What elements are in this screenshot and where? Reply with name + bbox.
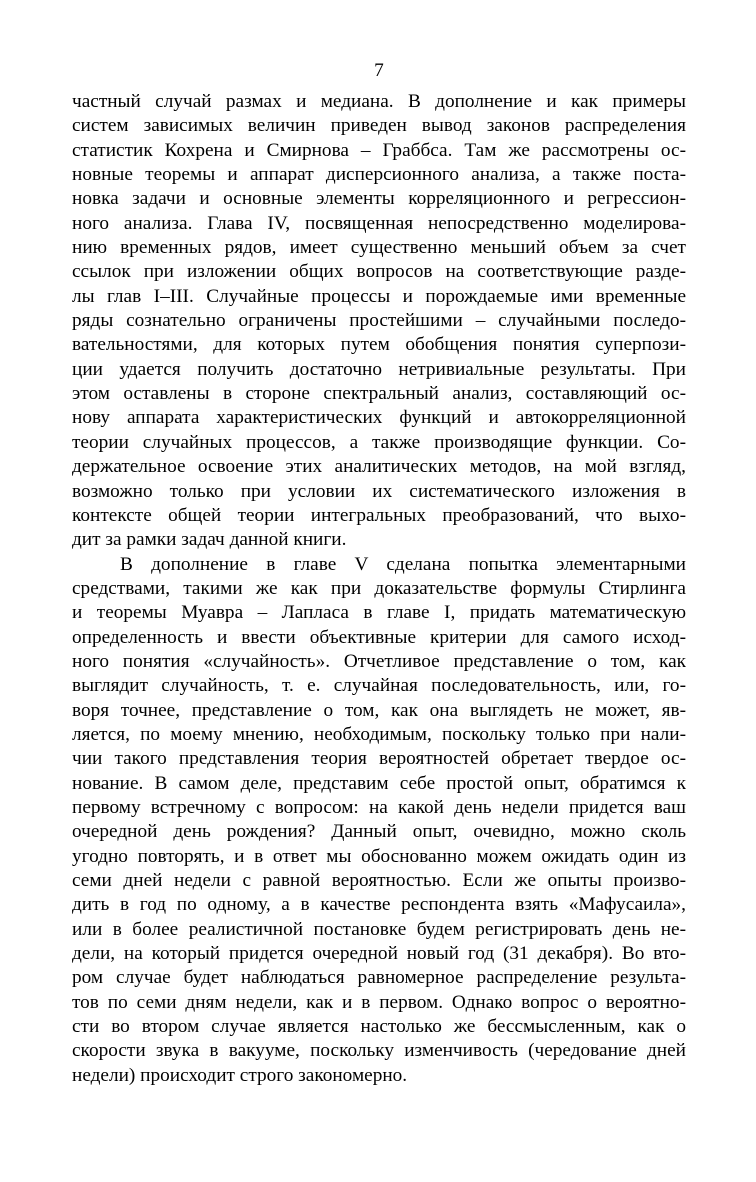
text-line: или в более реалистичной постановке будем регистрировать день не- — [72, 918, 686, 940]
paragraph-1 — [72, 90, 686, 553]
text-line: средствами, такими же как при доказательстве формулы Стирлинга — [72, 577, 686, 599]
text-line: этом оставлены в стороне спектральный анализ, составляющий ос- — [72, 383, 686, 405]
text-line: теории случайных процессов, а также производящие функции. Со- — [72, 431, 686, 453]
text-line: сти во втором случае является настолько же бессмысленным, как о — [72, 1016, 686, 1038]
text-line: ляется, по моему мнению, необходимым, поскольку только при нали- — [72, 723, 686, 745]
text-line: нию временных рядов, имеет существенно меньший объем за счет — [72, 237, 686, 259]
text-line: угодно повторять, и в ответ мы обоснованно можем ожидать один из — [72, 845, 686, 867]
text-line: ром случае будет наблюдаться равномерное распределение результа- — [72, 967, 686, 989]
text-line: очередной день рождения? Данный опыт, очевидно, можно сколь — [72, 821, 686, 843]
text-line: недели) происходит строго закономерно. — [72, 1064, 408, 1086]
text-line: чии такого представления теория вероятностей обретает твердое ос- — [72, 748, 686, 770]
paragraph-2 — [72, 553, 686, 1089]
text-line: В дополнение в главе V сделана попытка элементарными — [120, 553, 686, 575]
text-line: и теоремы Муавра – Лапласа в главе I, придать математическую — [72, 602, 686, 624]
text-line: вательностями, для которых путем обобщения понятия суперпози- — [72, 334, 686, 356]
text-line: тов по семи дням недели, как и в первом. Однако вопрос о вероятно- — [72, 991, 686, 1013]
text-line: скорости звука в вакууме, поскольку изменчивость (чередование дней — [72, 1040, 686, 1062]
page — [72, 56, 686, 1088]
text-line: ссылок при изложении общих вопросов на соответствующие разде- — [72, 261, 686, 283]
text-line: воря точнее, представление о том, как она выглядеть не может, яв- — [72, 699, 686, 721]
text-line: лы глав I–III. Случайные процессы и порождаемые ими временные — [72, 285, 686, 307]
text-line: определенность и ввести объективные критерии для самого исход- — [72, 626, 686, 648]
text-line: ции удается получить достаточно нетривиальные результаты. При — [72, 358, 686, 380]
text-line: частный случай размах и медиана. В дополнение и как примеры — [72, 91, 686, 112]
text-line: держательное освоение этих аналитических методов, на мой взгляд, — [72, 456, 686, 478]
text-line: дит за рамки задач данной книги. — [72, 529, 347, 551]
text-line: дели, на который придется очередной новый год (31 декабря). Во вто- — [72, 943, 686, 965]
page-number: 7 — [374, 60, 384, 81]
text-line: систем зависимых величин приведен вывод законов распределения — [72, 115, 686, 137]
text-line: нование. В самом деле, представим себе простой опыт, обратимся к — [72, 772, 686, 794]
text-line: новка задачи и основные элементы корреляционного и регрессион- — [72, 188, 686, 210]
text-line: дить в год по одному, а в качестве респондента взять «Мафусаила», — [72, 894, 686, 916]
text-line: ряды сознательно ограничены простейшими – случайными последо- — [72, 310, 686, 332]
body-text — [72, 90, 686, 1088]
text-line: ного анализа. Глава IV, посвященная непосредственно моделирова- — [72, 212, 686, 234]
text-line: выглядит случайность, т. е. случайная последовательность, или, го- — [72, 675, 686, 697]
text-line: возможно только при условии их систематического изложения в — [72, 480, 686, 502]
text-line: контексте общей теории интегральных преобразований, что выхо- — [72, 504, 686, 526]
text-line: ного понятия «случайность». Отчетливое представление о том, как — [72, 650, 686, 672]
text-line: новные теоремы и аппарат дисперсионного анализа, а также поста- — [72, 164, 686, 186]
text-line: семи дней недели с равной вероятностью. Если же опыты произво- — [72, 870, 686, 891]
text-line: статистик Кохрена и Смирнова – Граббса. Там же рассмотрены ос- — [72, 139, 686, 161]
text-line: первому встречному с вопросом: на какой день недели придется ваш — [72, 796, 686, 818]
text-line: нову аппарата характеристических функций и автокорреляционной — [72, 407, 686, 429]
